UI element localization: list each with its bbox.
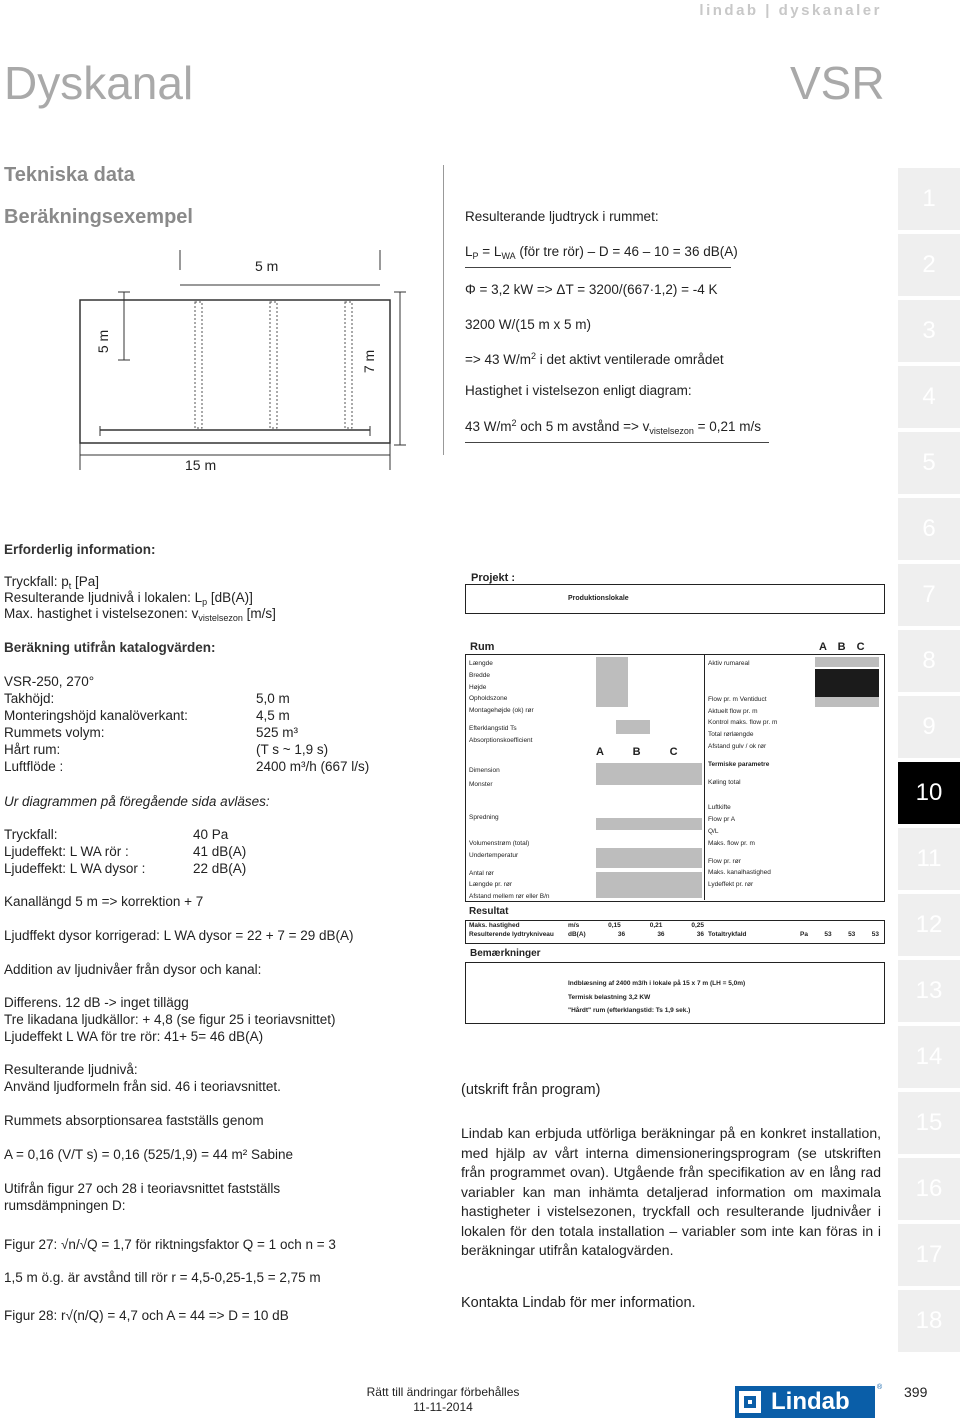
printout-cell: 36 <box>696 931 704 938</box>
printout-remark: Termisk belastning 3,2 KW <box>568 994 651 1001</box>
printout-row: Total rørlængde <box>708 731 754 739</box>
distance-line: 1,5 m ö.g. är avstånd till rör r = 4,5-0,25-1,5 = 2,75 m <box>4 1270 321 1285</box>
printout-row: Termiske parametre <box>708 760 770 768</box>
section-heading-tech: Tekniska data <box>4 164 135 186</box>
printout-remarks-label: Bemærkninger <box>470 948 541 959</box>
printout-cell: 0,21 <box>649 922 663 929</box>
printout-cell: 0,25 <box>691 922 704 929</box>
figure27-line: Figur 27: √n/√Q = 1,7 för riktningsfaktor Q = 1 och n = 3 <box>4 1237 336 1252</box>
page-number: 399 <box>904 1384 928 1400</box>
printout-row: Lydeffekt pr. rør <box>708 881 754 889</box>
printout-cell: 36 <box>617 931 626 938</box>
printout-abc-header: A B C <box>819 641 865 653</box>
printout-row: Luftkifte <box>708 804 731 812</box>
registered-mark: ® <box>877 1384 883 1391</box>
printout-room-label: Rum <box>470 641 495 653</box>
printout-result-values <box>568 922 704 929</box>
spec-label: Monteringshöjd kanalöverkant: <box>4 708 188 723</box>
required-info-heading: Erforderlig information: <box>4 542 156 557</box>
product-code: VSR <box>790 57 885 109</box>
reading-label: Ljudeffekt: L WA dysor : <box>4 861 146 876</box>
tab-10[interactable]: 10 <box>898 762 960 824</box>
page-title: Dyskanal <box>4 57 194 109</box>
spec-value: 525 m³ <box>256 725 299 740</box>
lindab-logo-text: Lindab <box>771 1388 850 1415</box>
printout-cell: dB(A) <box>568 931 586 938</box>
tab-3[interactable]: 3 <box>898 300 960 362</box>
printout-row: Aktuelt flow pr. m <box>708 707 758 715</box>
figure-ref-line1: Utifrån figur 27 och 28 i teoriavsnittet fastställs <box>4 1181 281 1196</box>
tab-7[interactable]: 7 <box>898 564 960 626</box>
printout-row: Q/L <box>708 827 719 835</box>
printout-row: Montagehøjde (ok) rør <box>469 707 534 715</box>
reading-label: Tryckfall: <box>4 827 58 842</box>
printout-pipe-cells <box>596 872 702 898</box>
printout-row: Volumenstrøm (total) <box>469 839 530 847</box>
printout-cell: 0,15 <box>608 922 621 929</box>
addition-heading: Addition av ljudnivåer från dysor och kanal: <box>4 962 262 977</box>
printout-row: Aktiv rumareal <box>708 660 750 667</box>
duct-length: Kanallängd 5 m => korrektion + 7 <box>4 894 204 909</box>
required-sound: Resulterande ljudnivå i lokalen: $L_p$ [dB(A)] <box>4 590 253 607</box>
printout-row: Flow pr. m Ventiduct <box>708 695 767 703</box>
brand-header: lindab | dyskanaler <box>699 2 882 19</box>
calc-w1: 3200 W/(15 m x 5 m) <box>465 317 592 332</box>
printout-cell: 53 <box>848 931 856 938</box>
model-name: VSR-250, 270° <box>4 674 95 689</box>
result-level-heading: Resulterande ljudnivå: <box>4 1062 138 1077</box>
tab-8[interactable]: 8 <box>898 630 960 692</box>
printout-project-name: Produktionslokale <box>568 595 629 602</box>
tab-5[interactable]: 5 <box>898 432 960 494</box>
calc-intro: Resulterande ljudtryck i rummet: <box>465 209 659 224</box>
printout-project-label: Projekt : <box>471 572 516 584</box>
footer-disclaimer: Rätt till ändringar förbehålles <box>366 1385 520 1399</box>
printout-row: Flow pr A <box>708 816 736 824</box>
printout-row: Højde <box>469 683 487 691</box>
printout-result-row: Maks. hastighed <box>469 922 520 929</box>
spec-value: 2400 m³/h (667 l/s) <box>256 759 370 774</box>
spec-value: 4,5 m <box>256 708 290 723</box>
program-description: Lindab kan erbjuda utförliga beräkningar på en konkret installation, med hjälp av vårt interna dimensioneringsprogram (se utskriften från programmet ovan). Utgående från specifikation av en lång rad variabler kan man inhämta detaljerad information om maximala hastigheter i vistelsezonen, tryckfall och resulterande ljudnivåer i lokalen för den totala installation – variabler som inte kan föras in i beräkningar utifrån katalogvärden. <box>461 1125 881 1258</box>
length-label: 15 m <box>185 457 217 473</box>
printout-result-row: Resulterende lydtrykniveau <box>469 931 554 938</box>
tab-2[interactable]: 2 <box>898 234 960 296</box>
printout-result-label: Resultat <box>469 906 509 917</box>
printout-caption: (utskrift från program) <box>461 1082 601 1098</box>
column-divider <box>443 165 444 455</box>
printout-row: Spredning <box>469 814 499 822</box>
tab-15[interactable]: 15 <box>898 1092 960 1154</box>
printout-spread-cells <box>596 818 702 830</box>
figure28-line: Figur 28: r√(n/Q) = 4,7 och A = 44 => D = 10 dB <box>4 1308 289 1323</box>
height-label: 7 m <box>361 349 378 374</box>
width-label: 5 m <box>255 258 279 274</box>
spec-label: Takhöjd: <box>4 691 55 706</box>
tab-18[interactable]: 18 <box>898 1290 960 1352</box>
tab-14[interactable]: 14 <box>898 1026 960 1088</box>
reading-label: Ljudeffekt: L WA rör : <box>4 844 129 859</box>
required-pressure: Tryckfall: $p_t$ [Pa] <box>4 574 100 591</box>
calc-hast: Hastighet i vistelsezon enligt diagram: <box>465 383 692 398</box>
lindab-logo <box>735 1386 875 1418</box>
tab-13[interactable]: 13 <box>898 960 960 1022</box>
printout-input-cells <box>596 657 628 707</box>
tab-17[interactable]: 17 <box>898 1224 960 1286</box>
printout-row: Flow pr. rør <box>708 857 741 865</box>
printout-dimension-cells <box>596 763 702 785</box>
printout-row: Absorptionskoefficient <box>469 736 533 744</box>
calc-w2: => 43 $W/m^2$ i det aktivt ventilerade området <box>465 351 724 367</box>
printout-row: Afstand gulv / ok rør <box>708 742 767 750</box>
section-heading-example: Beräkningsexempel <box>4 206 193 228</box>
tab-11[interactable]: 11 <box>898 828 960 890</box>
tab-4[interactable]: 4 <box>898 366 960 428</box>
reading-value: 22 dB(A) <box>193 861 247 876</box>
printout-ok-cells <box>815 669 879 697</box>
printout-flow-value-cells <box>815 697 879 707</box>
spec-label: Luftflöde : <box>4 759 64 774</box>
printout-row: Afstand mellem rør eller B/n <box>469 893 550 901</box>
printout-left-rows <box>469 658 550 903</box>
required-velocity: Max. hastighet i vistelsezonen: $v_{vistelsezon}$ [m/s] <box>4 606 276 623</box>
three-sources-line: Tre likadana ljudkällor: + 4,8 (se figur 25 i teoriavsnittet) <box>4 1012 336 1027</box>
printout-remarks-box <box>465 962 885 1024</box>
printout-result-values <box>568 931 704 938</box>
corrected-sound: Ljudffekt dysor korrigerad: L WA dysor = 22 + 7 = 29 dB(A) <box>4 928 354 943</box>
printout-row: Efterklangstid Ts <box>469 724 517 732</box>
calc-phi: Φ = 3,2 kW => ΔT = 3200/(667·1,2) = -4 K <box>465 282 718 297</box>
printout-pressure-label: Totaltrykfald <box>708 931 747 938</box>
printout-cell: m/s <box>568 922 580 929</box>
catalog-calc-heading: Beräkning utifrån katalogvärden: <box>4 640 216 655</box>
use-formula-line: Använd ljudformeln från sid. 46 i teoriavsnittet. <box>4 1079 281 1094</box>
calc-result: 43 $W/m^2$ och 5 m avstånd => $v_{vistelsezon} = 0,21$ m/s <box>465 415 769 443</box>
reading-value: 40 Pa <box>193 827 229 842</box>
printout-row: Antal rør <box>469 869 494 877</box>
spec-label: Hårt rum: <box>4 742 61 757</box>
printout-project-box <box>465 584 885 614</box>
diagram-note: Ur diagrammen på föregående sida avläses: <box>4 794 270 809</box>
spec-value: (T s ~ 1,9 s) <box>256 742 329 757</box>
printout-row: Opholdszone <box>469 695 508 703</box>
printout-cell: 53 <box>824 931 832 938</box>
figure-ref-line2: rumsdämpningen D: <box>4 1198 126 1213</box>
printout-inner-divider <box>704 654 705 900</box>
footer-date: 11-11-2014 <box>413 1400 473 1414</box>
absorption-line: Rummets absorptionsarea fastställs genom <box>4 1113 264 1128</box>
lindab-logo-icon <box>735 1387 765 1417</box>
printout-cell: 53 <box>871 931 879 938</box>
difference-line: Differens. 12 dB -> inget tillägg <box>4 995 189 1010</box>
printout-area-cells <box>815 657 879 667</box>
printout-abc-small: A B C <box>596 746 678 758</box>
tab-16[interactable]: 16 <box>898 1158 960 1220</box>
printout-row: Længde pr. rør <box>469 881 512 889</box>
printout-row: Undertemperatur <box>469 851 519 859</box>
spec-label: Rummets volym: <box>4 725 105 740</box>
printout-row: Maks. kanalhastighed <box>708 869 771 877</box>
printout-remark: "Hårdt" rum (efterklangstid: Ts 1,9 sek.) <box>568 1007 691 1014</box>
printout-pressure-values <box>800 931 879 938</box>
depth-label: 5 m <box>95 329 112 354</box>
printout-right-rows <box>708 658 777 891</box>
printout-row: Dimension <box>469 766 500 774</box>
chapter-tabs <box>898 168 960 1353</box>
tab-12[interactable]: 12 <box>898 894 960 956</box>
sound-power-line: Ljudeffekt L WA för tre rör: 41+ 5= 46 dB(A) <box>4 1029 264 1044</box>
printout-row: Monster <box>469 781 493 789</box>
printout-row: Længde <box>469 660 493 667</box>
printout-row: Bredde <box>469 671 490 679</box>
spec-value: 5,0 m <box>256 691 290 706</box>
printout-row: Kontrol maks. flow pr. m <box>708 719 778 727</box>
calc-lp: $L_P = L_{WA}$ (för tre rör) – D = 46 – 10 = 36 dB(A) <box>465 243 731 268</box>
reading-value: 41 dB(A) <box>193 844 247 859</box>
printout-cell: 36 <box>657 931 665 938</box>
printout-input-cells <box>616 720 650 734</box>
contact-line: Kontakta Lindab för mer information. <box>461 1295 696 1311</box>
printout-flow-cells <box>596 848 702 868</box>
tab-1[interactable]: 1 <box>898 168 960 230</box>
absorption-equation: A = 0,16 (V/T s) = 0,16 (525/1,9) = 44 m² Sabine <box>4 1147 294 1162</box>
printout-cell: Pa <box>800 931 808 938</box>
tab-6[interactable]: 6 <box>898 498 960 560</box>
printout-row: Maks. flow pr. m <box>708 839 755 847</box>
printout-remark: Indblæsning af 2400 m3/h i lokale på 15 x 7 m (LH = 5,0m) <box>568 980 746 987</box>
tab-9[interactable]: 9 <box>898 696 960 758</box>
printout-row: Køling total <box>708 778 741 786</box>
